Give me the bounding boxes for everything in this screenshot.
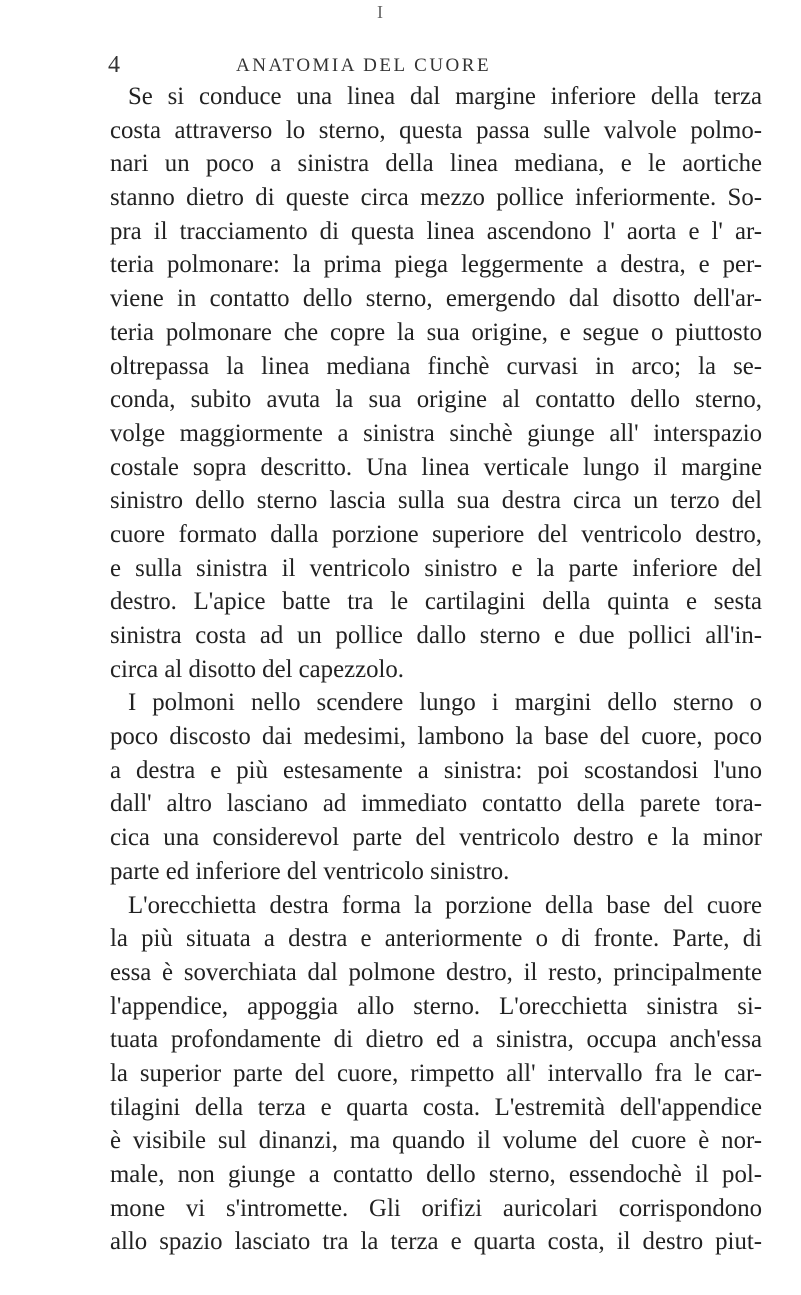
text-line: Se si conduce una linea dal margine inferiore della terza [128,83,762,110]
text-line: circa al disotto del capezzolo. [110,655,404,683]
text-line: sinistra costa ad un pollice dallo sterno e due pollici all'in- [110,622,762,649]
text-line: la più situata a destra e anteriormente o di fronte. Parte, di [110,925,762,953]
text-line: tilagini della terza e quarta costa. L'estremità dell'appendice [110,1093,762,1121]
top-mark: I [377,2,383,22]
text-line: poco discosto dai medesimi, lambono la base del cuore, poco [110,723,762,751]
text-line: nari un poco a sinistra della linea mediana, e le aortiche [110,150,762,178]
text-line: costa attraverso lo sterno, questa passa sulle valvole polmo- [110,116,762,144]
body-text [110,80,762,1259]
text-line: la superior parte del cuore, rimpetto all' intervallo fra le car- [110,1059,762,1087]
text-line: viene in contatto dello sterno, emergendo dal disotto dell'ar- [110,285,762,313]
text-line: volge maggiormente a sinistra sinchè giunge all' interspazio [110,419,762,447]
running-title: ANATOMIA DEL CUORE [236,55,492,76]
text-line: parte ed inferiore del ventricolo sinistro. [110,857,510,885]
text-line: oltrepassa la linea mediana finchè curvasi in arco; la se- [110,352,762,380]
text-line: I polmoni nello scendere lungo i margini dello sterno o [128,689,762,717]
text-line: L'orecchietta destra forma la porzione della base del cuore [128,891,762,919]
text-line: allo spazio lasciato tra la terza e quarta costa, il destro piut- [110,1228,762,1256]
text-line: essa è soverchiata dal polmone destro, il resto, principalmente [110,958,762,986]
text-line: tuata profondamente di dietro ed a sinistra, occupa anch'essa [110,1026,762,1054]
text-line: dall' altro lasciano ad immediato contatto della parete tora- [110,790,762,818]
text-line: sinistro dello sterno lascia sulla sua destra circa un terzo del [110,487,762,515]
text-line: l'appendice, appoggia allo sterno. L'orecchietta sinistra si- [110,992,762,1020]
text-line: destro. L'apice batte tra le cartilagini della quinta e sesta [110,588,762,616]
text-line: cuore formato dalla porzione superiore del ventricolo destro, [110,520,762,548]
page-number: 4 [108,52,120,78]
text-line: cica una considerevol parte del ventricolo destro e la minor [110,824,762,852]
text-line: è visibile sul dinanzi, ma quando il volume del cuore è nor- [110,1127,762,1155]
text-line: teria polmonare: la prima piega leggermente a destra, e per- [110,251,762,279]
text-line: conda, subito avuta la sua origine al contatto dello sterno, [110,386,762,414]
text-line: e sulla sinistra il ventricolo sinistro e la parte inferiore del [110,554,762,582]
text-line: costale sopra descritto. Una linea verticale lungo il margine [110,453,762,481]
text-line: pra il tracciamento di questa linea ascendono l' aorta e l' ar- [110,217,762,245]
text-line: a destra e più estesamente a sinistra: poi scostandosi l'uno [110,756,762,784]
text-line: teria polmonare che copre la sua origine, e segue o piuttosto [110,318,762,346]
text-line: stanno dietro di queste circa mezzo pollice inferiormente. So- [110,184,762,212]
text-line: male, non giunge a contatto dello sterno, essendochè il pol- [110,1161,762,1188]
page-header [108,50,758,80]
text-line: mone vi s'intromette. Gli orifizi auricolari corrispondono [110,1194,762,1222]
